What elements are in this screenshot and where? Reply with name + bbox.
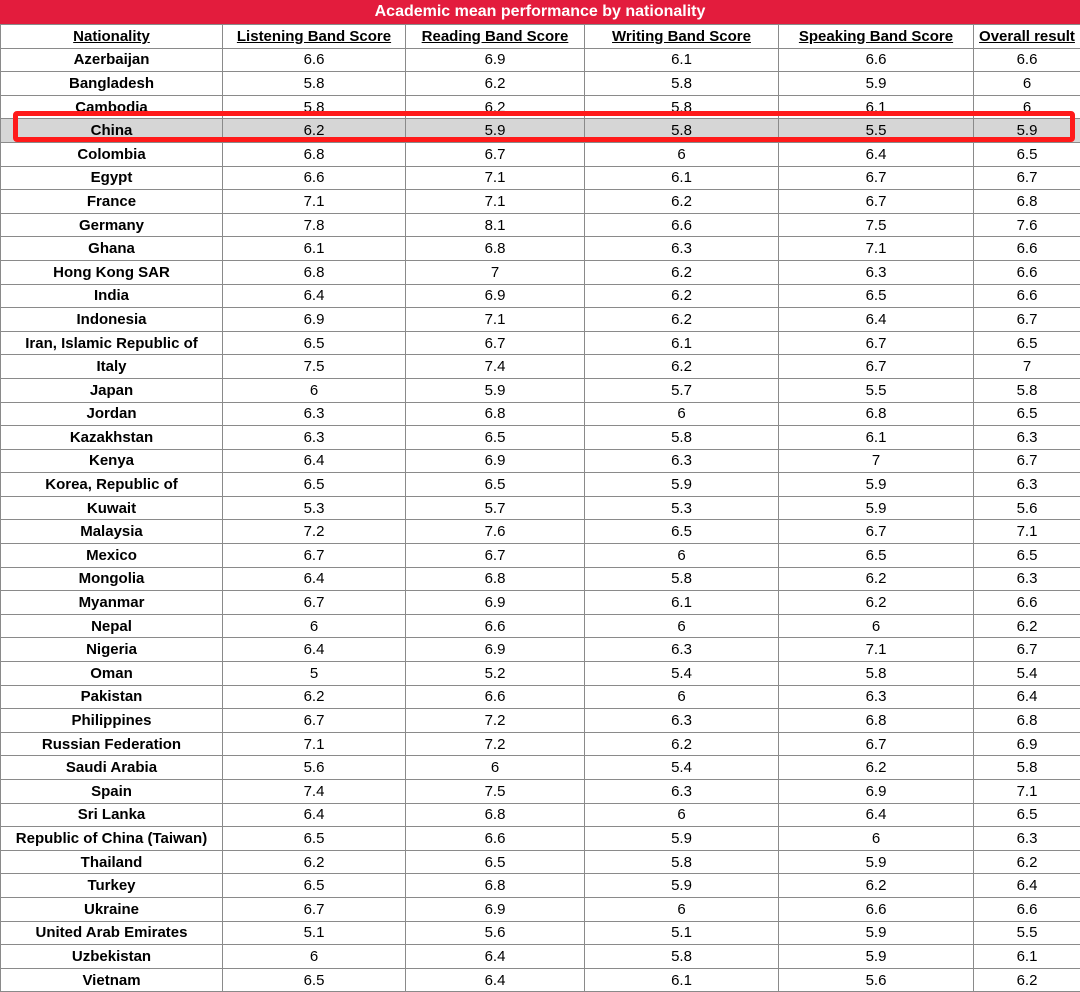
listening-cell: 7.2 [223,520,406,544]
overall-cell: 7.6 [974,213,1080,237]
reading-cell: 6.8 [406,402,585,426]
nationality-cell: United Arab Emirates [1,921,223,945]
nationality-cell: Bangladesh [1,72,223,96]
listening-cell: 5.6 [223,756,406,780]
speaking-cell: 5.6 [779,968,974,992]
nationality-cell: Mexico [1,544,223,568]
listening-cell: 6.5 [223,827,406,851]
speaking-cell: 6.2 [779,874,974,898]
nationality-cell: Colombia [1,142,223,166]
table-row [1,496,1080,520]
reading-cell: 6.7 [406,544,585,568]
overall-cell: 7.1 [974,520,1080,544]
reading-cell: 6.9 [406,897,585,921]
listening-cell: 6.3 [223,402,406,426]
nationality-cell: Japan [1,378,223,402]
speaking-cell: 6.8 [779,402,974,426]
table-row [1,945,1080,969]
table-row [1,968,1080,992]
listening-cell: 6.6 [223,166,406,190]
reading-cell: 6.8 [406,567,585,591]
speaking-cell: 6.7 [779,520,974,544]
reading-cell: 6.6 [406,614,585,638]
reading-cell: 7.6 [406,520,585,544]
table-row [1,426,1080,450]
speaking-cell: 5.9 [779,945,974,969]
writing-cell: 5.9 [585,827,779,851]
writing-cell: 6 [585,614,779,638]
listening-cell: 6.7 [223,591,406,615]
nationality-cell: Iran, Islamic Republic of [1,331,223,355]
overall-cell: 6.5 [974,803,1080,827]
nationality-cell: Cambodia [1,95,223,119]
writing-cell: 5.8 [585,95,779,119]
overall-cell: 6 [974,95,1080,119]
overall-cell: 5.9 [974,119,1080,143]
reading-cell: 7.1 [406,308,585,332]
speaking-cell: 5.9 [779,473,974,497]
overall-cell: 6.5 [974,331,1080,355]
writing-cell: 6.2 [585,190,779,214]
nationality-performance-table [0,24,1080,992]
nationality-cell: Jordan [1,402,223,426]
table-row [1,142,1080,166]
overall-cell: 6.2 [974,850,1080,874]
reading-cell: 7 [406,260,585,284]
speaking-cell: 5.5 [779,378,974,402]
overall-cell: 6.2 [974,614,1080,638]
speaking-cell: 6.4 [779,803,974,827]
nationality-cell: Malaysia [1,520,223,544]
column-header-writing: Writing Band Score [585,25,779,49]
nationality-cell: Thailand [1,850,223,874]
nationality-cell: Sri Lanka [1,803,223,827]
table-row [1,190,1080,214]
table-row [1,308,1080,332]
table-row [1,732,1080,756]
nationality-cell: Turkey [1,874,223,898]
reading-cell: 6.5 [406,426,585,450]
nationality-cell: China [1,119,223,143]
speaking-cell: 5.9 [779,72,974,96]
nationality-cell: Azerbaijan [1,48,223,72]
listening-cell: 6.5 [223,473,406,497]
overall-cell: 6.9 [974,732,1080,756]
table-row [1,95,1080,119]
writing-cell: 5.7 [585,378,779,402]
reading-cell: 5.9 [406,378,585,402]
speaking-cell: 6.8 [779,709,974,733]
table-row [1,520,1080,544]
speaking-cell: 6.3 [779,685,974,709]
reading-cell: 6.9 [406,449,585,473]
table-row [1,874,1080,898]
speaking-cell: 6.6 [779,48,974,72]
reading-cell: 6.7 [406,331,585,355]
listening-cell: 5.3 [223,496,406,520]
writing-cell: 5.8 [585,850,779,874]
header-row [1,25,1080,49]
overall-cell: 6.6 [974,284,1080,308]
overall-cell: 6.6 [974,48,1080,72]
table-row [1,48,1080,72]
overall-cell: 6 [974,72,1080,96]
table-row [1,331,1080,355]
nationality-cell: Uzbekistan [1,945,223,969]
listening-cell: 6.6 [223,48,406,72]
listening-cell: 6.4 [223,803,406,827]
listening-cell: 6.8 [223,260,406,284]
overall-cell: 6.6 [974,260,1080,284]
nationality-cell: Vietnam [1,968,223,992]
overall-cell: 6.5 [974,402,1080,426]
overall-cell: 6.3 [974,473,1080,497]
table-row [1,284,1080,308]
speaking-cell: 6.4 [779,142,974,166]
column-header-reading: Reading Band Score [406,25,585,49]
nationality-cell: Kazakhstan [1,426,223,450]
nationality-cell: Ukraine [1,897,223,921]
table-row [1,260,1080,284]
listening-cell: 6.4 [223,567,406,591]
reading-cell: 7.4 [406,355,585,379]
listening-cell: 5.1 [223,921,406,945]
listening-cell: 5.8 [223,72,406,96]
reading-cell: 6.9 [406,48,585,72]
speaking-cell: 6 [779,614,974,638]
listening-cell: 7.8 [223,213,406,237]
nationality-cell: Nigeria [1,638,223,662]
listening-cell: 6.3 [223,426,406,450]
listening-cell: 6.4 [223,638,406,662]
speaking-cell: 5.9 [779,850,974,874]
listening-cell: 6.9 [223,308,406,332]
nationality-cell: Oman [1,662,223,686]
speaking-cell: 6.7 [779,355,974,379]
table-row [1,402,1080,426]
nationality-cell: Saudi Arabia [1,756,223,780]
nationality-cell: Kuwait [1,496,223,520]
writing-cell: 6.3 [585,449,779,473]
writing-cell: 5.4 [585,662,779,686]
nationality-cell: Republic of China (Taiwan) [1,827,223,851]
listening-cell: 5.8 [223,95,406,119]
overall-cell: 6.5 [974,142,1080,166]
table-row [1,662,1080,686]
table-row [1,850,1080,874]
speaking-cell: 6 [779,827,974,851]
listening-cell: 6.4 [223,284,406,308]
reading-cell: 6.9 [406,284,585,308]
nationality-cell: Ghana [1,237,223,261]
reading-cell: 6.4 [406,968,585,992]
listening-cell: 7.5 [223,355,406,379]
writing-cell: 5.4 [585,756,779,780]
listening-cell: 6.7 [223,897,406,921]
nationality-cell: Indonesia [1,308,223,332]
writing-cell: 5.8 [585,945,779,969]
writing-cell: 6 [585,685,779,709]
reading-cell: 7.2 [406,732,585,756]
reading-cell: 6 [406,756,585,780]
reading-cell: 6.5 [406,850,585,874]
writing-cell: 6.3 [585,709,779,733]
writing-cell: 5.3 [585,496,779,520]
table-row [1,756,1080,780]
overall-cell: 6.8 [974,190,1080,214]
writing-cell: 6.1 [585,968,779,992]
reading-cell: 6.9 [406,591,585,615]
table-row [1,213,1080,237]
nationality-cell: Hong Kong SAR [1,260,223,284]
table-title: Academic mean performance by nationality [0,0,1080,24]
nationality-cell: Myanmar [1,591,223,615]
writing-cell: 6.2 [585,355,779,379]
table-row [1,709,1080,733]
reading-cell: 5.2 [406,662,585,686]
speaking-cell: 6.2 [779,591,974,615]
overall-cell: 6.7 [974,308,1080,332]
overall-cell: 6.8 [974,709,1080,733]
listening-cell: 6.1 [223,237,406,261]
reading-cell: 6.8 [406,874,585,898]
overall-cell: 6.5 [974,544,1080,568]
reading-cell: 5.7 [406,496,585,520]
listening-cell: 7.4 [223,780,406,804]
overall-cell: 6.6 [974,591,1080,615]
reading-cell: 5.9 [406,119,585,143]
writing-cell: 6.2 [585,260,779,284]
writing-cell: 6.1 [585,166,779,190]
speaking-cell: 6.9 [779,780,974,804]
writing-cell: 6.6 [585,213,779,237]
writing-cell: 5.8 [585,567,779,591]
overall-cell: 5.5 [974,921,1080,945]
listening-cell: 6.5 [223,968,406,992]
nationality-cell: Russian Federation [1,732,223,756]
overall-cell: 5.8 [974,378,1080,402]
table-row [1,638,1080,662]
nationality-cell: Mongolia [1,567,223,591]
writing-cell: 5.1 [585,921,779,945]
writing-cell: 6.2 [585,732,779,756]
nationality-cell: France [1,190,223,214]
reading-cell: 7.2 [406,709,585,733]
nationality-cell: Spain [1,780,223,804]
reading-cell: 6.5 [406,473,585,497]
table-row [1,591,1080,615]
writing-cell: 6.1 [585,591,779,615]
overall-cell: 6.7 [974,166,1080,190]
speaking-cell: 6.3 [779,260,974,284]
speaking-cell: 6.6 [779,897,974,921]
table-row [1,827,1080,851]
table-row [1,473,1080,497]
reading-cell: 7.1 [406,166,585,190]
speaking-cell: 7 [779,449,974,473]
table-row [1,567,1080,591]
column-header-speaking: Speaking Band Score [779,25,974,49]
column-header-nationality: Nationality [1,25,223,49]
writing-cell: 6 [585,803,779,827]
column-header-listening: Listening Band Score [223,25,406,49]
speaking-cell: 6.7 [779,331,974,355]
speaking-cell: 5.8 [779,662,974,686]
speaking-cell: 6.7 [779,190,974,214]
writing-cell: 5.9 [585,473,779,497]
nationality-cell: Egypt [1,166,223,190]
reading-cell: 7.1 [406,190,585,214]
listening-cell: 6.7 [223,709,406,733]
column-header-overall: Overall result [974,25,1080,49]
overall-cell: 7 [974,355,1080,379]
speaking-cell: 6.2 [779,567,974,591]
writing-cell: 6.1 [585,48,779,72]
writing-cell: 6.2 [585,308,779,332]
overall-cell: 6.3 [974,426,1080,450]
writing-cell: 6.5 [585,520,779,544]
overall-cell: 6.6 [974,897,1080,921]
writing-cell: 6 [585,142,779,166]
listening-cell: 6 [223,378,406,402]
table-row [1,166,1080,190]
nationality-cell: Pakistan [1,685,223,709]
table-row [1,119,1080,143]
listening-cell: 7.1 [223,732,406,756]
writing-cell: 6.2 [585,284,779,308]
overall-cell: 7.1 [974,780,1080,804]
speaking-cell: 6.7 [779,732,974,756]
writing-cell: 6.3 [585,780,779,804]
reading-cell: 6.6 [406,827,585,851]
nationality-cell: Germany [1,213,223,237]
table-row [1,72,1080,96]
listening-cell: 7.1 [223,190,406,214]
speaking-cell: 6.1 [779,95,974,119]
listening-cell: 6.2 [223,119,406,143]
listening-cell: 6.8 [223,142,406,166]
speaking-cell: 6.4 [779,308,974,332]
nationality-cell: Korea, Republic of [1,473,223,497]
table-row [1,237,1080,261]
reading-cell: 6.8 [406,803,585,827]
table-row [1,449,1080,473]
reading-cell: 6.2 [406,72,585,96]
overall-cell: 5.4 [974,662,1080,686]
listening-cell: 6 [223,614,406,638]
writing-cell: 5.8 [585,72,779,96]
nationality-cell: Nepal [1,614,223,638]
nationality-cell: Philippines [1,709,223,733]
writing-cell: 5.8 [585,426,779,450]
overall-cell: 6.2 [974,968,1080,992]
listening-cell: 6.2 [223,850,406,874]
overall-cell: 6.4 [974,874,1080,898]
writing-cell: 6.3 [585,237,779,261]
table-row [1,921,1080,945]
listening-cell: 6.2 [223,685,406,709]
writing-cell: 6 [585,897,779,921]
reading-cell: 6.4 [406,945,585,969]
reading-cell: 5.6 [406,921,585,945]
speaking-cell: 7.1 [779,638,974,662]
speaking-cell: 7.1 [779,237,974,261]
reading-cell: 6.8 [406,237,585,261]
writing-cell: 6 [585,544,779,568]
table-row [1,378,1080,402]
speaking-cell: 5.9 [779,921,974,945]
reading-cell: 7.5 [406,780,585,804]
table-row [1,355,1080,379]
speaking-cell: 6.5 [779,544,974,568]
listening-cell: 5 [223,662,406,686]
overall-cell: 6.3 [974,567,1080,591]
overall-cell: 6.1 [974,945,1080,969]
table-row [1,544,1080,568]
reading-cell: 6.6 [406,685,585,709]
speaking-cell: 6.7 [779,166,974,190]
listening-cell: 6.5 [223,331,406,355]
listening-cell: 6.7 [223,544,406,568]
nationality-cell: India [1,284,223,308]
nationality-cell: Italy [1,355,223,379]
listening-cell: 6.5 [223,874,406,898]
listening-cell: 6 [223,945,406,969]
listening-cell: 6.4 [223,449,406,473]
overall-cell: 6.7 [974,449,1080,473]
writing-cell: 5.8 [585,119,779,143]
speaking-cell: 7.5 [779,213,974,237]
table-row [1,897,1080,921]
table-row [1,685,1080,709]
speaking-cell: 6.2 [779,756,974,780]
table-row [1,803,1080,827]
table-row [1,780,1080,804]
speaking-cell: 5.9 [779,496,974,520]
reading-cell: 8.1 [406,213,585,237]
nationality-cell: Kenya [1,449,223,473]
overall-cell: 6.4 [974,685,1080,709]
writing-cell: 5.9 [585,874,779,898]
reading-cell: 6.7 [406,142,585,166]
overall-cell: 5.8 [974,756,1080,780]
overall-cell: 6.3 [974,827,1080,851]
writing-cell: 6 [585,402,779,426]
writing-cell: 6.1 [585,331,779,355]
speaking-cell: 6.5 [779,284,974,308]
speaking-cell: 6.1 [779,426,974,450]
writing-cell: 6.3 [585,638,779,662]
reading-cell: 6.2 [406,95,585,119]
table-row [1,614,1080,638]
speaking-cell: 5.5 [779,119,974,143]
reading-cell: 6.9 [406,638,585,662]
overall-cell: 6.7 [974,638,1080,662]
overall-cell: 5.6 [974,496,1080,520]
overall-cell: 6.6 [974,237,1080,261]
